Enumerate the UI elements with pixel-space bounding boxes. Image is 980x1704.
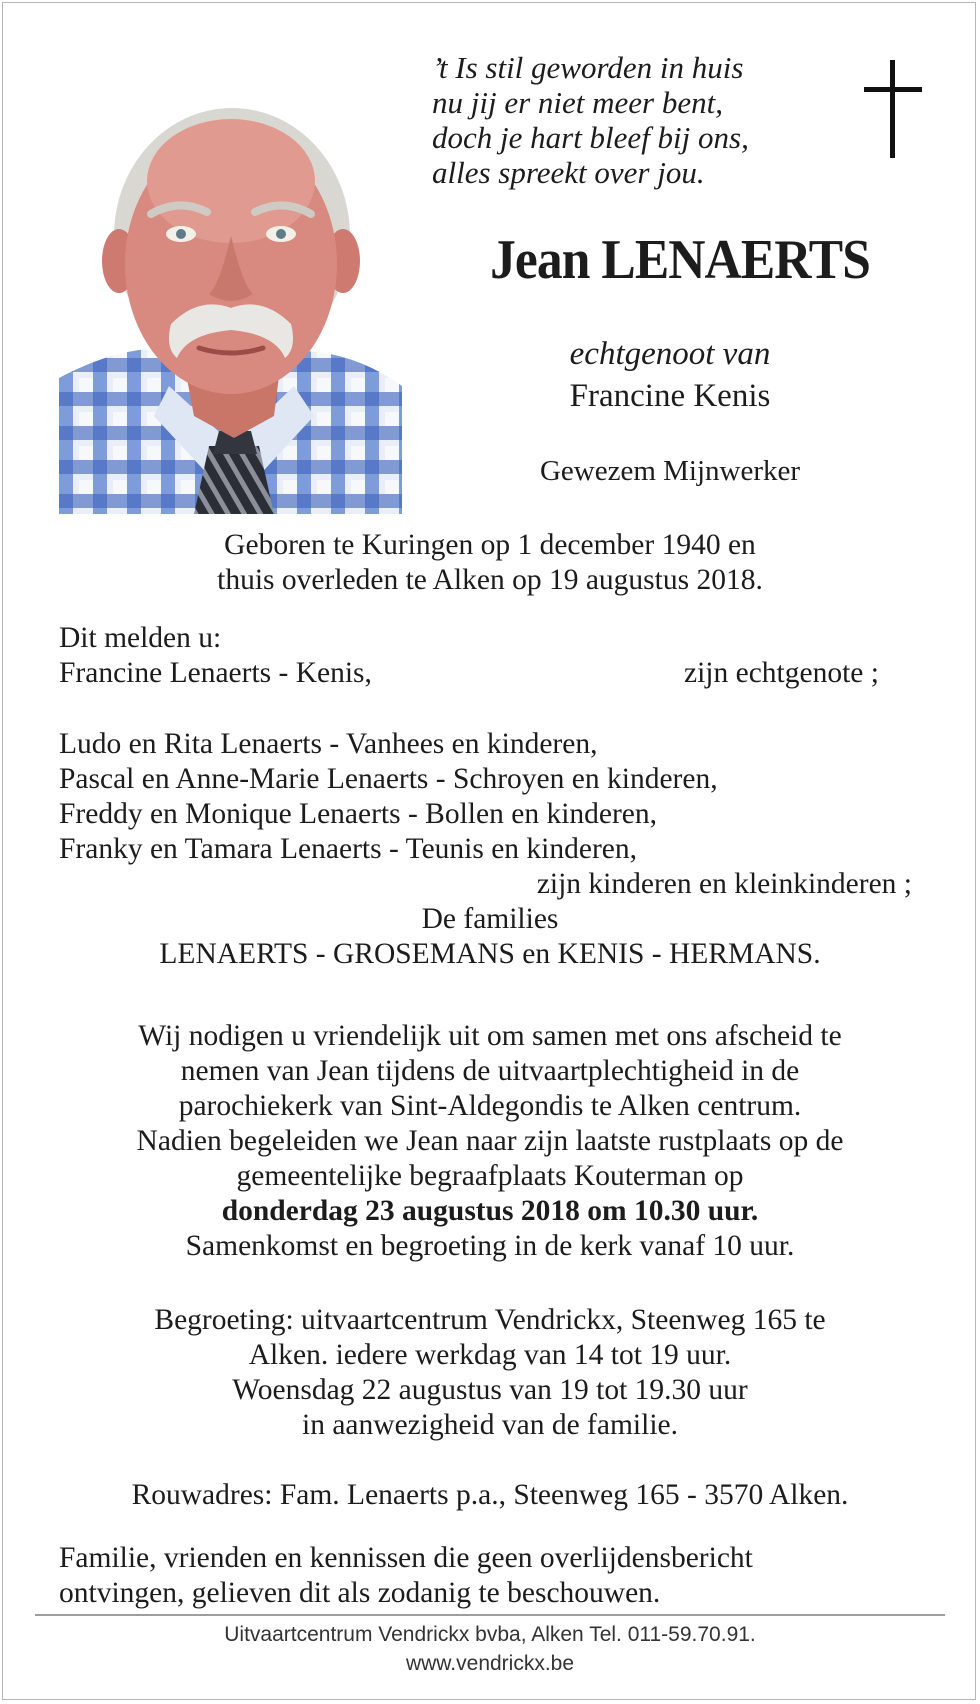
greeting-line: Woensdag 22 augustus van 19 tot 19.30 uur [232, 1374, 748, 1406]
cross-icon [864, 60, 922, 160]
life-dates [30, 528, 950, 598]
closing-line: ontvingen, gelieven dit als zodanig te beschouwen. [59, 1577, 661, 1609]
poem-line: doch je hart bleef bij ons, [432, 120, 749, 155]
gathering-info: Samenkomst en begroeting in de kerk vanaf 10 uur. [185, 1230, 795, 1262]
spouse-name: Francine Kenis [569, 378, 771, 414]
footer-company: Uitvaartcentrum Vendrickx bvba, Alken Tel. 011-59.70.91. [224, 1623, 756, 1646]
footer-divider [35, 1614, 945, 1616]
children-list [59, 727, 939, 902]
spouse-entry-name: Francine Lenaerts - Kenis, [59, 657, 372, 689]
greeting-line: in aanwezigheid van de familie. [302, 1409, 678, 1441]
invitation [30, 1019, 950, 1264]
announcers-intro: Dit melden u: [59, 622, 222, 654]
spouse-label: echtgenoot van [569, 336, 771, 372]
occupation: Gewezem Mijnwerker [539, 455, 801, 487]
families [30, 902, 950, 972]
families-label: De families [421, 903, 559, 935]
families-names: LENAERTS - GROSEMANS en KENIS - HERMANS. [159, 938, 821, 970]
invitation-line: parochiekerk van Sint-Aldegondis te Alken centrum. [178, 1090, 802, 1122]
child-entry: Ludo en Rita Lenaerts - Vanhees en kinderen, [59, 728, 598, 760]
announcers [59, 621, 939, 691]
portrait-photo [59, 86, 402, 514]
life-dates-line: Geboren te Kuringen op 1 december 1940 en [224, 529, 756, 561]
invitation-line: nemen van Jean tijdens de uitvaartplechtigheid in de [180, 1055, 800, 1087]
footer [30, 1620, 950, 1678]
poem-line: alles spreekt over jou. [432, 155, 705, 190]
invitation-line: Wij nodigen u vriendelijk uit om samen met ons afscheid te [138, 1020, 842, 1052]
spouse-entry [59, 656, 939, 691]
spouse-entry-relation: zijn echtgenote ; [684, 657, 879, 689]
life-dates-line: thuis overleden te Alken op 19 augustus 2018. [217, 564, 763, 596]
greeting-line: Alken. iedere werkdag van 14 tot 19 uur. [248, 1339, 732, 1371]
closing-line: Familie, vrienden en kennissen die geen overlijdensbericht [59, 1542, 753, 1574]
poem-line: ’t Is stil geworden in huis [432, 50, 744, 85]
closing-note [59, 1541, 939, 1611]
funeral-date-time: donderdag 23 augustus 2018 om 10.30 uur. [221, 1195, 759, 1227]
mourning-address: Rouwadres: Fam. Lenaerts p.a., Steenweg 165 - 3570 Alken. [131, 1479, 849, 1511]
footer-website: www.vendrickx.be [405, 1652, 575, 1675]
poem [432, 50, 812, 190]
child-entry: Freddy en Monique Lenaerts - Bollen en kinderen, [59, 798, 658, 830]
poem-line: nu jij er niet meer bent, [432, 85, 723, 120]
invitation-line: Nadien begeleiden we Jean naar zijn laatste rustplaats op de [136, 1125, 844, 1157]
deceased-name: Jean LENAERTS [490, 229, 870, 291]
child-entry: Pascal en Anne-Marie Lenaerts - Schroyen en kinderen, [59, 763, 718, 795]
invitation-line: gemeentelijke begraafplaats Kouterman op [236, 1160, 744, 1192]
greeting-line: Begroeting: uitvaartcentrum Vendrickx, Steenweg 165 te [154, 1304, 826, 1336]
children-relation: zijn kinderen en kleinkinderen ; [536, 868, 912, 900]
greeting [30, 1303, 950, 1443]
child-entry: Franky en Tamara Lenaerts - Teunis en kinderen, [59, 833, 638, 865]
